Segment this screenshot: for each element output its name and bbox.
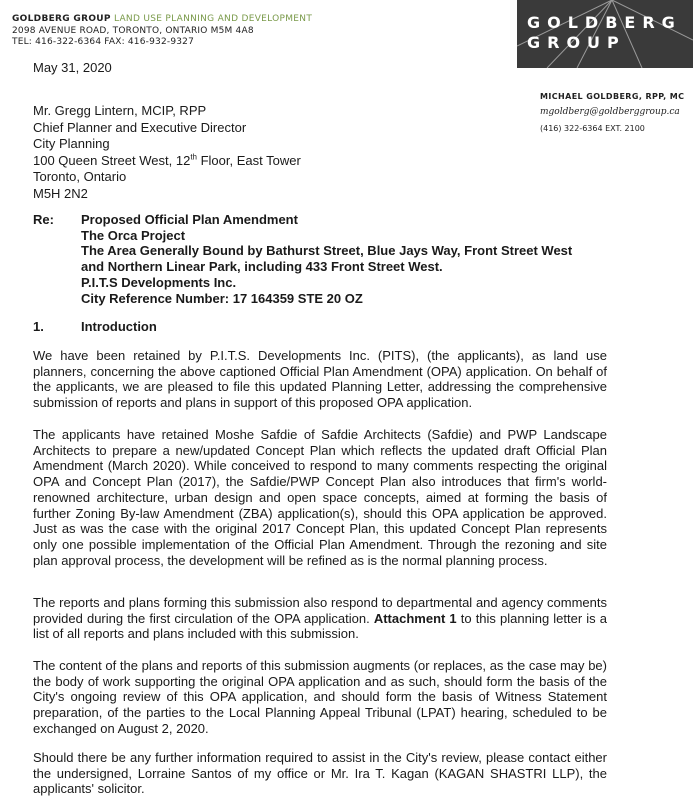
letter-date: May 31, 2020 [33, 60, 112, 75]
letterhead-address: 2098 AVENUE ROAD, TORONTO, ONTARIO M5M 4A8 [12, 26, 254, 36]
brand-name: GOLDBERG GROUP [12, 14, 111, 24]
paragraph-3: The reports and plans forming this submission also respond to departmental and agency comments provided during the first circulation of the OPA application. Attachment 1 to this planning letter is a list of all reports and plans included with this submission. [33, 595, 607, 642]
brand-tagline: LAND USE PLANNING AND DEVELOPMENT [113, 14, 313, 24]
re-line: Proposed Official Plan Amendment [81, 212, 298, 227]
re-line: The Orca Project [81, 227, 186, 243]
letterhead-brand [12, 14, 312, 24]
sender-phone: (416) 322-6364 EXT. 2100 [540, 124, 645, 133]
re-line: P.I.T.S Developments Inc. [81, 274, 237, 290]
recipient-title: Chief Planner and Executive Director [33, 119, 247, 135]
re-line: The Area Generally Bound by Bathurst Street, Blue Jays Way, Front Street West [81, 243, 573, 259]
re-subject [81, 212, 601, 306]
re-label: Re: [33, 212, 54, 227]
company-logo [517, 0, 693, 68]
re-line: City Reference Number: 17 164359 STE 20 OZ [81, 290, 363, 306]
letterhead-contact: TEL: 416-322-6364 FAX: 416-932-9327 [12, 37, 195, 47]
section-title: Introduction [81, 319, 157, 334]
paragraph-1: We have been retained by P.I.T.S. Developments Inc. (PITS), (the applicants), as land use planners, concerning the above captioned Official Plan Amendment (OPA) application. On behalf of the applicants, we are pleased to file this updated Planning Letter, addressing the comprehensive submission of reports and plans in support of this proposed OPA application. [33, 348, 607, 411]
recipient-address [33, 103, 301, 202]
section-number: 1. [33, 319, 44, 334]
paragraph-2: The applicants have retained Moshe Safdie of Safdie Architects (Safdie) and PWP Landscape Architects to prepare a new/updated Concept Plan which reflects the updated draft Official Plan Amendment (March 2020). While conceived to respond to many comments respecting the original OPA and Concept Plan (2017), the Safdie/PWP Concept Plan also introduces that firm's world-renowned architecture, urban design and open space concepts, aimed at forming the basis of further Zoning By-law Amendment (ZBA) application(s), should this OPA application be approved. Just as was the case with the original 2017 Concept Plan, this updated Concept Plan represents only one possible implementation of the Official Plan Amendment. Through the rezoning and site plan approval process, the development will be refined as is the normal planning process. [33, 427, 607, 568]
recipient-city: Toronto, Ontario [33, 169, 127, 184]
attachment-reference: Attachment 1 [373, 610, 457, 626]
recipient-department: City Planning [33, 136, 110, 151]
sender-email: mgoldberg@goldberggroup.ca [540, 107, 680, 117]
logo-word-1: GOLDBERG [527, 13, 682, 32]
paragraph-5: Should there be any further information required to assist in the City's review, please contact either the undersigned, Lorraine Santos of my office or Mr. Ira T. Kagan (KAGAN SHASTRI LLP), the applicants' solicitor. [33, 750, 607, 797]
paragraph-4: The content of the plans and reports of this submission augments (or replaces, as the case may be) the body of work supporting the original OPA application and as such, should form the basis of the City's ongoing review of this OPA application, and should form the basis of Witness Statement preparation, of the parties to the Local Planning Appeal Tribunal (LPAT) hearing, scheduled to be exchanged on August 2, 2020. [33, 658, 607, 736]
recipient-postal: M5H 2N2 [33, 185, 88, 201]
sender-name: MICHAEL GOLDBERG, RPP, MC [540, 92, 685, 101]
logo-word-2: GROUP [527, 33, 626, 52]
recipient-street: 100 Queen Street West, 12th Floor, East Tower [33, 152, 301, 168]
recipient-name: Mr. Gregg Lintern, MCIP, RPP [33, 103, 207, 118]
re-line: and Northern Linear Park, including 433 Front Street West. [81, 259, 443, 275]
